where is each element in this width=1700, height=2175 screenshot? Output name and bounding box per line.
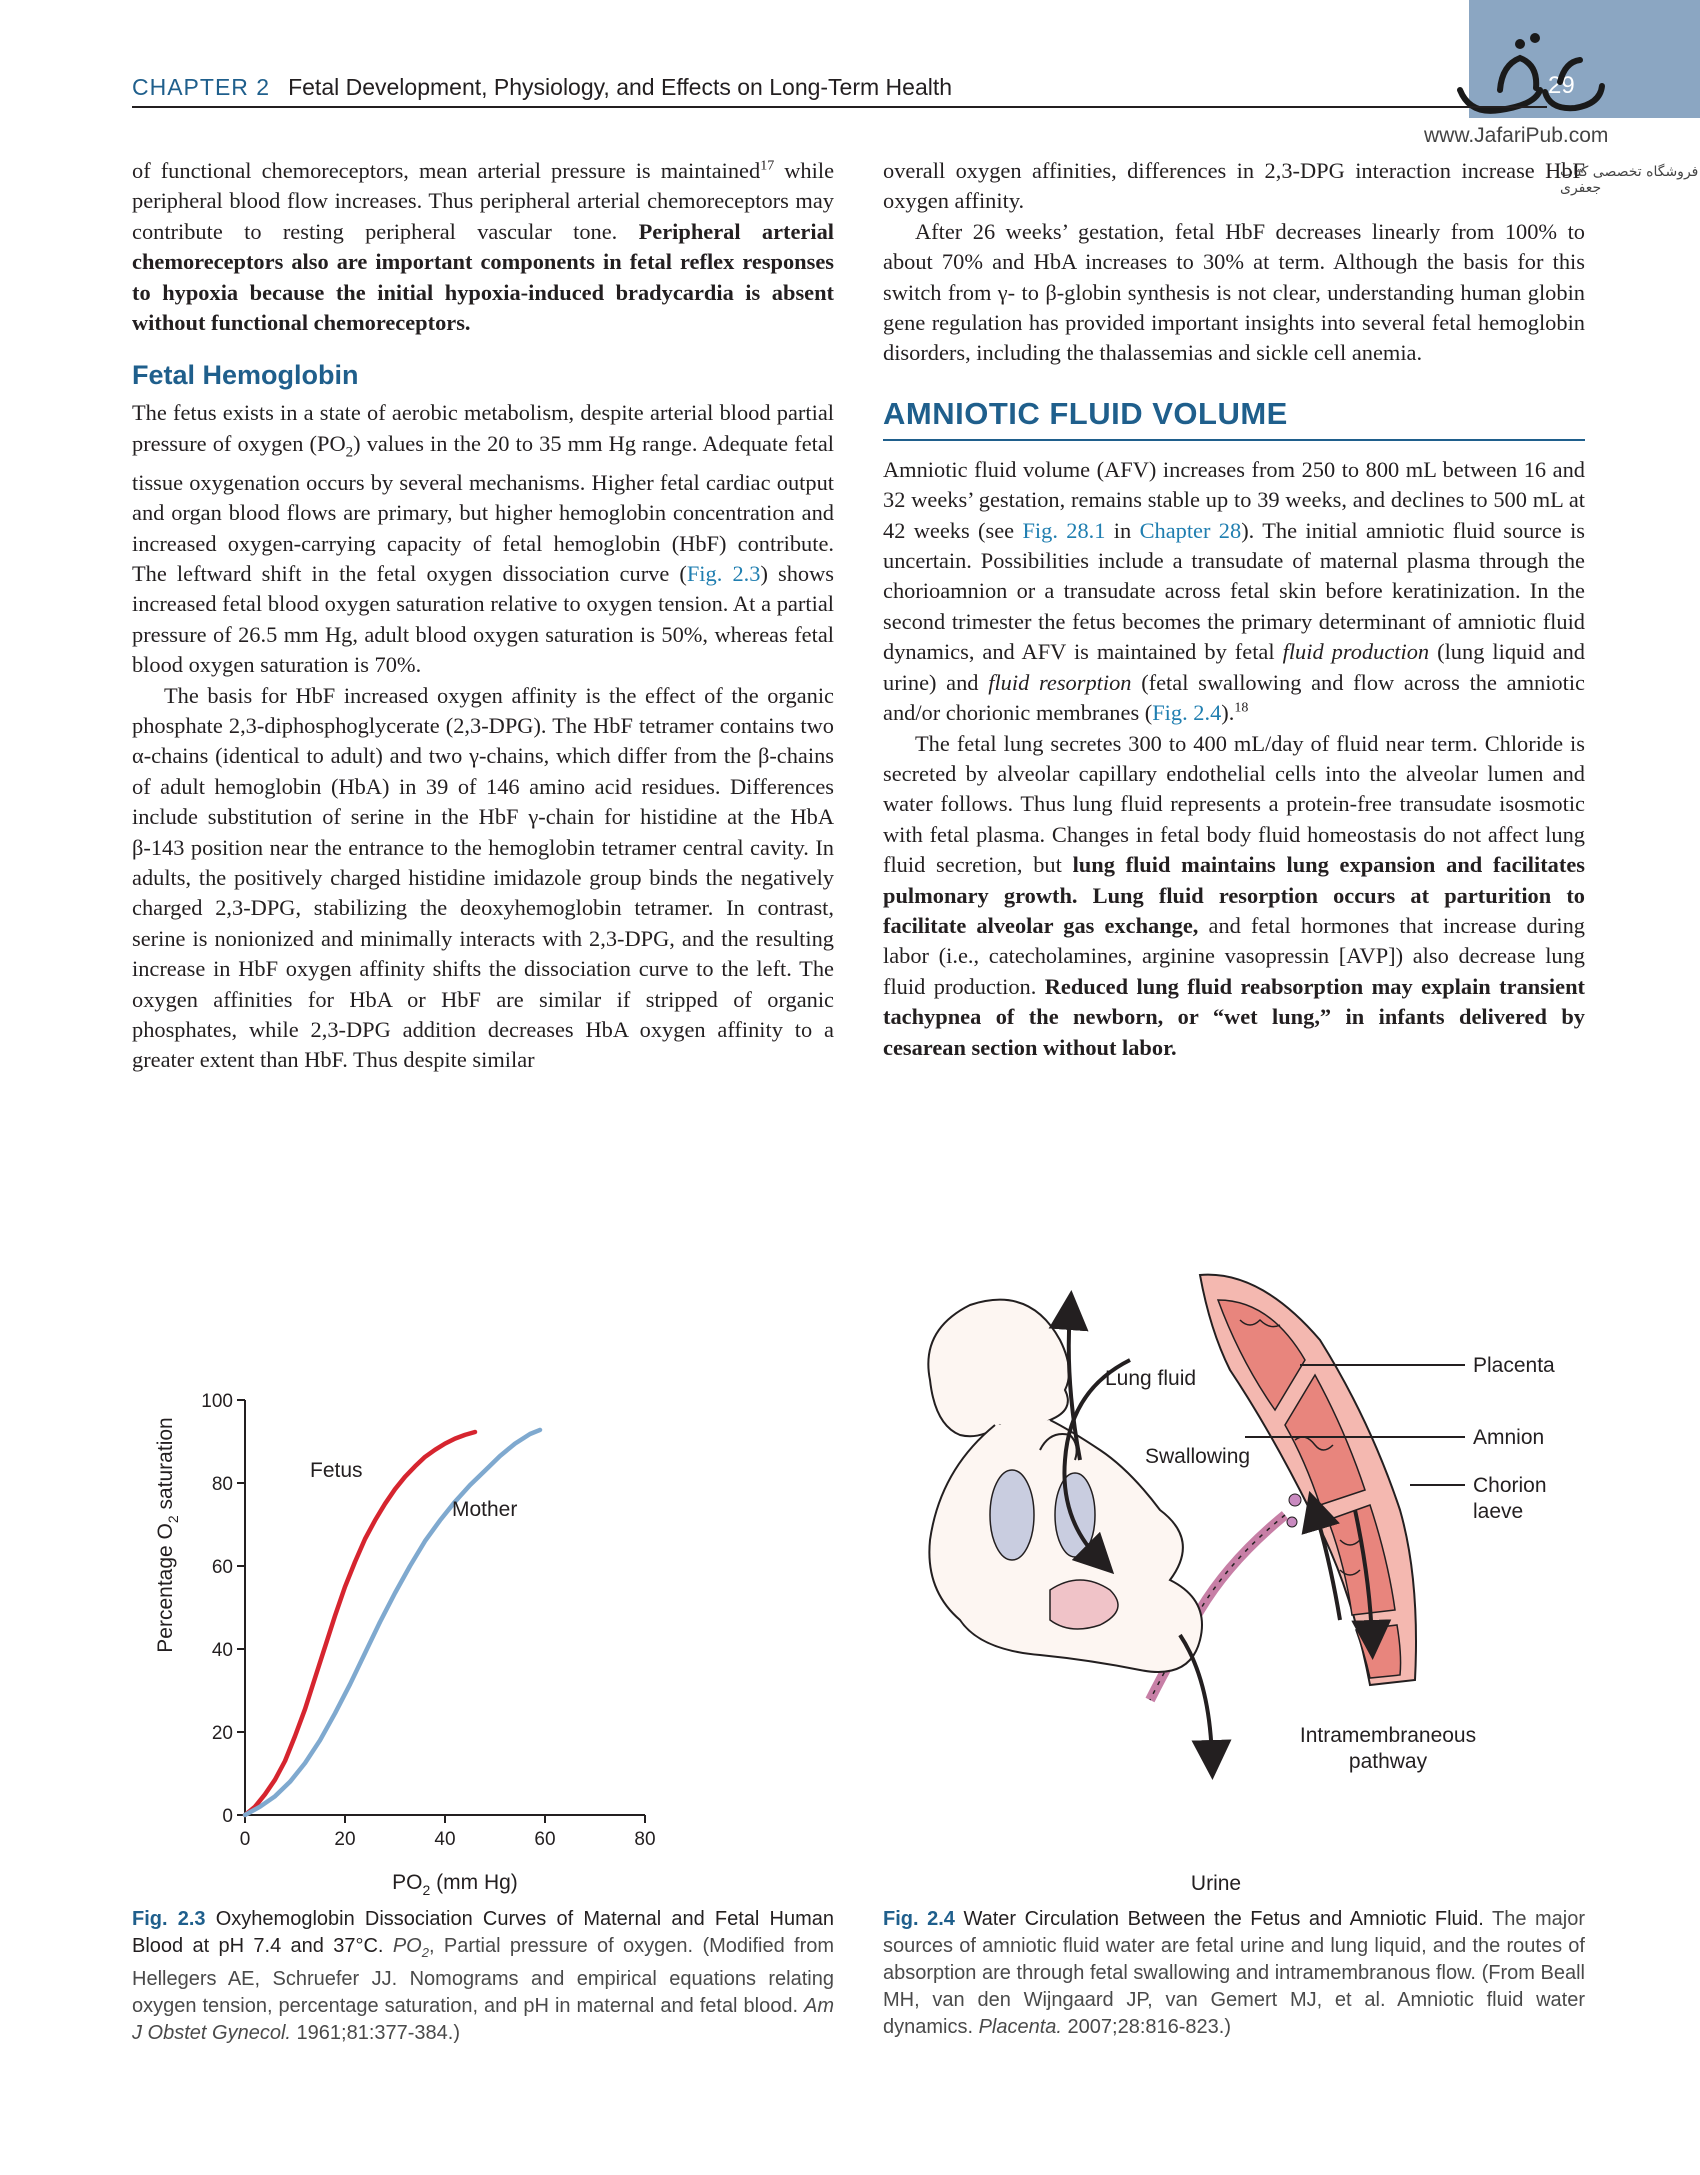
label-urine: Urine (1190, 1872, 1242, 1895)
x-tick-label: 60 (534, 1829, 556, 1850)
chapter-label: CHAPTER 2 (132, 74, 271, 100)
x-tick-label: 80 (634, 1829, 656, 1850)
figure-label: Fig. 2.3 (132, 1908, 206, 1930)
publisher-website: www.JafariPub.com (1424, 124, 1609, 147)
x-tick-label: 0 (239, 1829, 251, 1850)
chapter-link[interactable]: Chapter 28 (1139, 517, 1242, 543)
figure-link[interactable]: Fig. 2.3 (686, 560, 761, 586)
text-run: ). The initial amniotic fluid source is uncertain. Possibilities include a transudate of maternal plasma through the chorioamnion or a transudate across fetal skin before keratinization. In the second trimester the fetus becomes the primary determinant of amniotic fluid dynamics, and AFV is maintained by fetal (883, 517, 1585, 665)
water-circulation-illustration (900, 1260, 1620, 1900)
paragraph (883, 729, 1585, 1063)
header-rule (132, 106, 1547, 108)
text-run: (lung liquid and urine) and (883, 639, 1585, 695)
abbreviation-definition: , Partial pressure of oxygen. (428, 1935, 694, 1957)
figure-link[interactable]: Fig. 2.4 (1152, 700, 1222, 726)
text-run: ) values in the 20 to 35 mm Hg range. Adequate fetal tissue oxygenation occurs by several mechanisms. Higher fetal cardiac output and organ blood flows are primary, but higher hemoglobin concentration and increased oxygen-carrying capacity of fetal hemoglobin (HbF) contribute. The leftward shift in the fetal oxygen dissociation curve ( (132, 430, 835, 586)
paragraph: overall oxygen affinities, differences in 2,3-DPG interaction increase HbF oxygen affinity. (883, 158, 1585, 214)
text-run: and fetal hormones that increase during labor (i.e., catecholamines, arginine vasopressin [AVP]) also decrease lung fluid production. (883, 912, 1585, 999)
journal-name: Am J Obstet Gynecol. (132, 1995, 834, 2044)
reference-superscript: 17 (760, 158, 775, 174)
text-run: (fetal swallowing and flow across the amniotic and/or chorionic membranes ( (883, 669, 1585, 726)
bold-text: Peripheral arterial chemoreceptors also are important components in fetal reflex responses to hypoxia because the initial hypoxia-induced bradycardia is absent without functional chemoreceptors. (132, 218, 835, 336)
italic-text: fluid resorption (988, 669, 1132, 695)
x-tick-label: 40 (434, 1829, 456, 1850)
y-tick-label: 0 (222, 1806, 233, 1827)
text-run: ). (1221, 700, 1235, 726)
section-heading-amniotic-fluid-volume: AMNIOTIC FLUID VOLUME (883, 395, 1585, 441)
publisher-shop-text: فروشگاه تخصصی کتاب جعفری (1560, 164, 1699, 196)
page-number: 29 (1548, 72, 1575, 99)
series-label-mother: Mother (452, 1498, 518, 1521)
y-tick-label: 40 (211, 1640, 233, 1661)
text-run: of functional chemoreceptors, mean arterial pressure is maintained (132, 158, 761, 183)
label-chorion: Chorion (1473, 1474, 1547, 1497)
label-placenta: Placenta (1473, 1354, 1555, 1377)
figure-description: The major sources of amniotic fluid water are fetal urine and lung liquid, and the routes of absorption are through fetal swallowing and intramembranous flow. (From Beall MH, van den Wijngaard JP, van Gemert MJ, et al. Amniotic fluid water dynamics. (883, 1908, 1586, 2038)
label-swallowing: Swallowing (1145, 1445, 1251, 1468)
text-run: ) shows increased fetal blood oxygen saturation relative to oxygen tension. At a partial pressure of 26.5 mm Hg, adult blood oxygen saturation is 50%, whereas fetal blood oxygen saturation is 70%. (132, 560, 834, 678)
lung-shape (990, 1470, 1034, 1560)
y-tick-label: 100 (201, 1391, 233, 1412)
y-tick-label: 20 (211, 1723, 233, 1744)
source-text: (Modified from Hellegers AE, Schruefer JJ. Nomograms and empirical equations relating oxygen tension, percentage saturation, and pH in maternal and fetal blood. (132, 1935, 835, 2017)
chart-axes (201, 1391, 655, 1850)
paragraph: The basis for HbF increased oxygen affinity is the effect of the organic phosphate 2,3-diphosphoglycerate (2,3-DPG). The HbF tetramer contains two α-chains (identical to adult) and two γ-chains, which differ from the β-chains of adult hemoglobin (HbA) in 39 of 146 amino acid residues. Differences include substitution of serine in the HbF γ-chain for histidine at the HbA β-143 position near the entrance to the hemoglobin tetramer central cavity. In adults, the positively charged histidine imidazole group binds the negatively charged 2,3-DPG, stabilizing the deoxyhemoglobin tetramer. In contrast, serine is nonionized and minimally interacts with 2,3-DPG, and the resulting increase in HbF oxygen affinity shifts the dissociation curve to the left. The oxygen affinities for HbA or HbF are similar if stripped of organic phosphates, while 2,3-DPG addition decreases HbA oxygen affinity to a greater extent than HbF. Thus despite similar (132, 682, 834, 1073)
placenta-drawing (1200, 1275, 1416, 1685)
abbreviation: $PO_2$ (392, 1935, 429, 1960)
text-run: while peripheral blood flow increases. Thus peripheral arterial chemoreceptors may contribute to resting peripheral vascular tone. (132, 158, 835, 244)
bold-text: lung fluid maintains lung expansion and facilitates pulmonary growth. Lung fluid resorption occurs at parturition to facilitate alveolar gas exchange, (883, 852, 1585, 938)
figure-title: Water Circulation Between the Fetus and Amniotic Fluid. (963, 1908, 1484, 1930)
figure-title: Oxyhemoglobin Dissociation Curves of Maternal and Fetal Human Blood at pH 7.4 and 37°C. (132, 1908, 835, 1957)
chart-series (245, 1430, 540, 1815)
x-axis-label: $PO_2$ (mm Hg) (392, 1871, 518, 1895)
paragraph: The fetus exists in a state of aerobic metabolism, despite arterial blood partial pressure of oxygen $(PO_2)$ values in the 20 to 35 mm Hg range. Adequate fetal tissue oxygenation occurs by several mechanisms. Higher fetal cardiac output and organ blood flows are primary, but higher hemoglobin concentration and increased oxygen-carrying capacity of fetal hemoglobin (HbF) contribute. The leftward shift in the fetal oxygen dissociation curve (Fig. 2.3) shows increased fetal blood oxygen saturation relative to oxygen tension. At a partial pressure of 26.5 mm Hg, adult blood oxygen saturation is 50%, whereas fetal blood oxygen saturation is 70%. (132, 400, 835, 678)
series-label-fetus: Fetus (310, 1459, 363, 1482)
paragraph (883, 455, 1585, 729)
label-chorion: laeve (1473, 1500, 1524, 1523)
italic-text: fluid production (1282, 639, 1430, 665)
section-heading-fetal-hemoglobin: Fetal Hemoglobin (132, 360, 359, 391)
figure-link[interactable]: Fig. 28.1 (1022, 517, 1106, 543)
right-column (883, 156, 1585, 1063)
paragraph: After 26 weeks’ gestation, fetal HbF decreases linearly from 100% to about 70% and HbA increases to 30% at term. Although the basis for this switch from γ- to β-globin synthesis is not clear, understanding human globin gene regulation has provided important insights into several fetal hemoglobin disorders, including the thalassemias and sickle cell anemia. (883, 218, 1585, 366)
left-column (132, 156, 834, 1076)
y-tick-label: 80 (211, 1474, 233, 1495)
text-run: The fetal lung secretes 300 to 400 mL/day of fluid near term. Chloride is secreted by alveolar capillary endothelial cells into the alveolar lumen and water follows. Thus lung fluid represents a protein-free transudate isosmotic with fetal plasma. Changes in fetal body fluid homeostasis do not affect lung fluid secretion, but (883, 730, 1585, 878)
label-intramembraneous: Intramembraneous (1299, 1724, 1477, 1747)
figure-caption-2-4 (883, 1906, 1585, 2041)
label-lung-fluid: Lung fluid (1105, 1367, 1197, 1390)
chapter-title: Fetal Development, Physiology, and Effects on Long-Term Health (288, 74, 953, 100)
x-tick-label: 20 (334, 1829, 356, 1850)
y-axis-label: Percentage $O_2$ saturation (154, 1417, 181, 1653)
y-tick-label: 60 (211, 1557, 233, 1578)
running-header (132, 74, 1432, 104)
text-run: Amniotic fluid volume (AFV) increases from 250 to 800 mL between 16 and 32 weeks’ gestation, remains stable up to 39 weeks, and declines to 500 mL at 42 weeks (see (883, 456, 1585, 543)
series-line-mother (245, 1430, 540, 1815)
figure-caption-2-3 (132, 1906, 834, 2047)
citation-text: 2007;28:816-823.) (1061, 2016, 1232, 2038)
oxyhemoglobin-dissociation-chart (132, 1225, 852, 1895)
publisher-logo (1440, 20, 1615, 130)
paragraph (132, 156, 834, 338)
source-text: 1961;81:377-384.) (290, 2022, 460, 2044)
bold-text: Reduced lung fluid reabsorption may explain transient tachypnea of the newborn, or “wet lung,” in infants delivered by cesarean section without labor. (883, 973, 1585, 1060)
label-amnion: Amnion (1473, 1426, 1545, 1449)
journal-name: Placenta. (978, 2016, 1062, 2038)
figure-label: Fig. 2.4 (883, 1908, 955, 1930)
series-line-fetus (245, 1432, 475, 1815)
text-run: in (1105, 517, 1140, 543)
label-intramembraneous: pathway (1348, 1750, 1428, 1773)
reference-superscript: 18 (1234, 700, 1249, 716)
text-run: The fetus exists in a state of aerobic metabolism, despite arterial blood partial pressure of oxygen (PO (132, 400, 834, 456)
